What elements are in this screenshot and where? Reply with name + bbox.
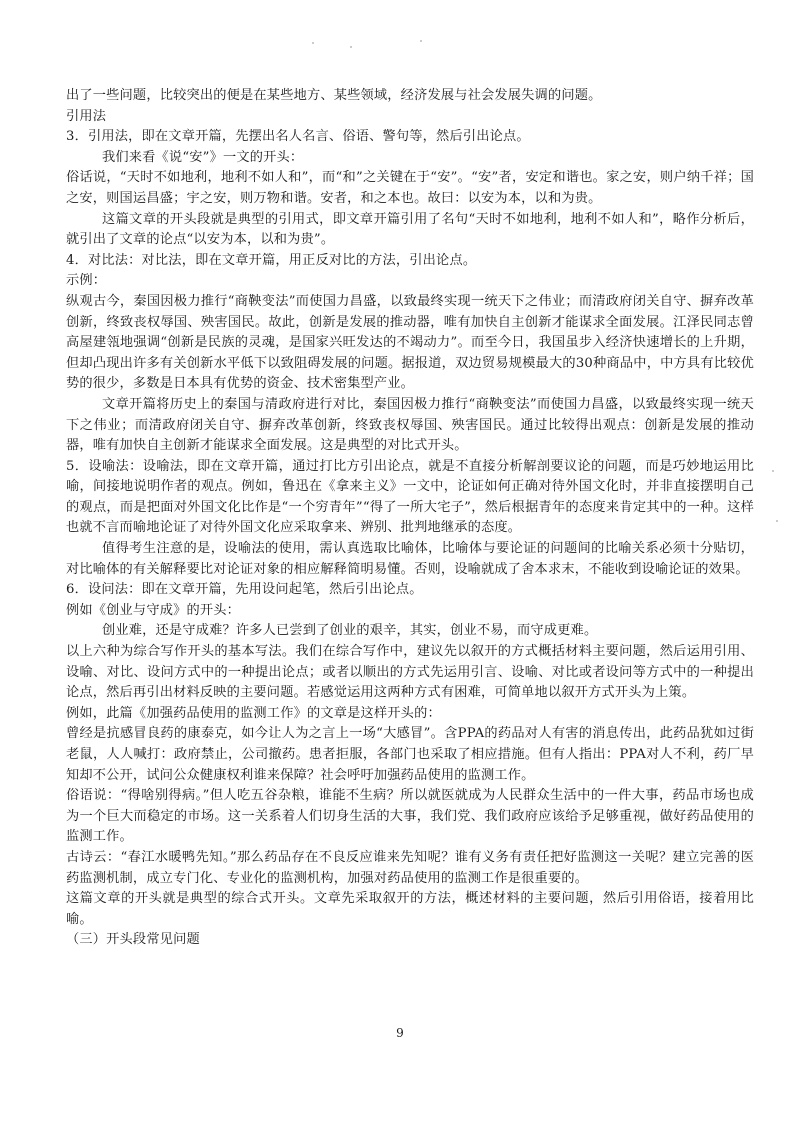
paragraph: 例如《创业与守成》的开头： [66,602,241,618]
quoted-example: 曾经是抗感冒良药的康泰克，如今让人为之言上一场“大感冒”。含PPA的药品对人有害的消息传出，此药品犹如过街老鼠，人人喊打：政府禁止，公司撤药。患者拒服，各部门也采取了相应措施。但有人指出：PPA对人不利，药厂早知却不公开，试问公众健康权利谁来保障？社会呼吁加强药品使用的监测工作。 [66,726,754,783]
quoted-example: 古诗云：“春江水暖鸭先知。”那么药品存在不良反应谁来先知呢？谁有义务有责任把好监测这一关呢？建立完善的医药监测机制，成立专门化、专业化的监测机构，加强对药品使用的监测工作是很重要的。 [66,849,754,886]
quoted-example: 创业难，还是守成难？许多人已尝到了创业的艰辛，其实，创业不易，而守成更难。 [102,623,598,639]
paragraph: 我们来看《说“安”》一文的开头： [102,149,304,165]
example-label: 示例： [66,273,107,289]
document-body [66,86,754,951]
section-heading: （三）开头段常见问题 [66,932,200,948]
paragraph: 例如，此篇《加强药品使用的监测工作》的文章是这样开头的： [66,705,441,721]
paragraph: 5．设喻法：设喻法，即在文章开篇，通过打比方引出论点，就是不直接分析解剖要议论的问题，而是巧妙地运用比喻，间接地说明作者的观点。例如，鲁迅在《拿来主义》一文中，论证如何正确对待外国文化时，并非直接摆明自己的观点，而是把面对外国文化比作是“一个穷青年”“得了一所大宅子”，然后根据青年的态度来肯定其中的一种。这样也就不言而喻地论证了对待外国文化应采取拿来、辨别、批判地继承的态度。 [66,458,754,536]
quoted-example: 纵观古今，秦国因极力推行“商鞅变法”而使国力昌盛，以致最终实现一统天下之伟业；而清政府闭关自守、摒弃改革创新，终致丧权辱国、殃害国民。故此，创新是发展的推动器，唯有加快自主创新才能谋求全面发展。江泽民同志曾高屋建瓴地强调“创新是民族的灵魂，是国家兴旺发达的不竭动力”。而至今日，我国虽步入经济快速增长的上升期，但却凸现出许多有关创新水平低下以致阻碍发展的问题。据报道，双边贸易规模最大的30种商品中，中方具有比较优势的很少，多数是日本具有优势的资金、技术密集型产业。 [66,293,754,392]
paragraph: 这篇文章的开头段就是典型的引用式，即文章开篇引用了名句“天时不如地利，地利不如人和”，略作分析后，就引出了文章的论点“以安为本，以和为贵”。 [66,211,754,248]
section-label: 引用法 [66,108,107,124]
paragraph: 以上六种为综合写作开头的基本写法。我们在综合写作中，建议先以叙开的方式概括材料主要问题，然后运用引用、设喻、对比、设问方式中的一种提出论点；或者以顺出的方式先运用引言、设喻、对比或者设问等方式中的一种提出论点，然后再引出材料反映的主要问题。若感觉运用这两种方式有困难，可简单地以叙开方式开头为上策。 [66,644,754,701]
paragraph: 6．设问法：即在文章开篇，先用设问起笔，然后引出论点。 [66,582,423,598]
paragraph: 3．引用法，即在文章开篇，先摆出名人名言、俗语、警句等，然后引出论点。 [66,129,530,145]
scan-speck [772,470,774,472]
paragraph: 出了一些问题，比较突出的便是在某些地方、某些领域，经济发展与社会发展失调的问题。 [66,88,602,103]
scan-speck [776,520,778,522]
scan-speck [312,42,314,44]
paragraph: 值得考生注意的是，设喻法的使用，需认真选取比喻体，比喻体与要论证的问题间的比喻关系必须十分贴切，对比喻体的有关解释要比对论证对象的相应解释简明易懂。否则，设喻就成了舍本求末，不能收到设喻论证的效果。 [66,541,754,577]
paragraph: 文章开篇将历史上的秦国与清政府进行对比，秦国因极力推行“商鞅变法”而使国力昌盛，以致最终实现一统天下之伟业；而清政府闭关自守、摒弃改革创新，终致丧权辱国、殃害国民。通过比较得出观点：创新是发展的推动器，唯有加快自主创新才能谋求全面发展。这是典型的对比式开头。 [66,396,754,454]
scan-speck [420,40,422,42]
paragraph: 4．对比法：对比法，即在文章开篇，用正反对比的方法，引出论点。 [66,252,477,268]
page-number: 9 [396,1026,404,1040]
quoted-example: 俗语说：“得啥别得病。”但人吃五谷杂粮，谁能不生病？所以就医就成为人民群众生活中的一件大事，药品市场也成为一个巨大而稳定的市场。这一关系着人们切身生活的大事，我们党、我们政府应该给予足够重视，做好药品使用的监测工作。 [66,788,754,845]
paragraph: 这篇文章的开头就是典型的综合式开头。文章先采取叙开的方法，概述材料的主要问题，然后引用俗语，接着用比喻。 [66,891,754,927]
quoted-example: 俗话说，“天时不如地利，地利不如人和”，而“和”之关键在于“安”。“安”者，安定和谐也。家之安，则户纳千祥；国之安，则国运昌盛；宇之安，则万物和谐。安者，和之本也。故曰：以安为本，以和为贵。 [66,170,754,206]
scan-speck [350,46,352,48]
